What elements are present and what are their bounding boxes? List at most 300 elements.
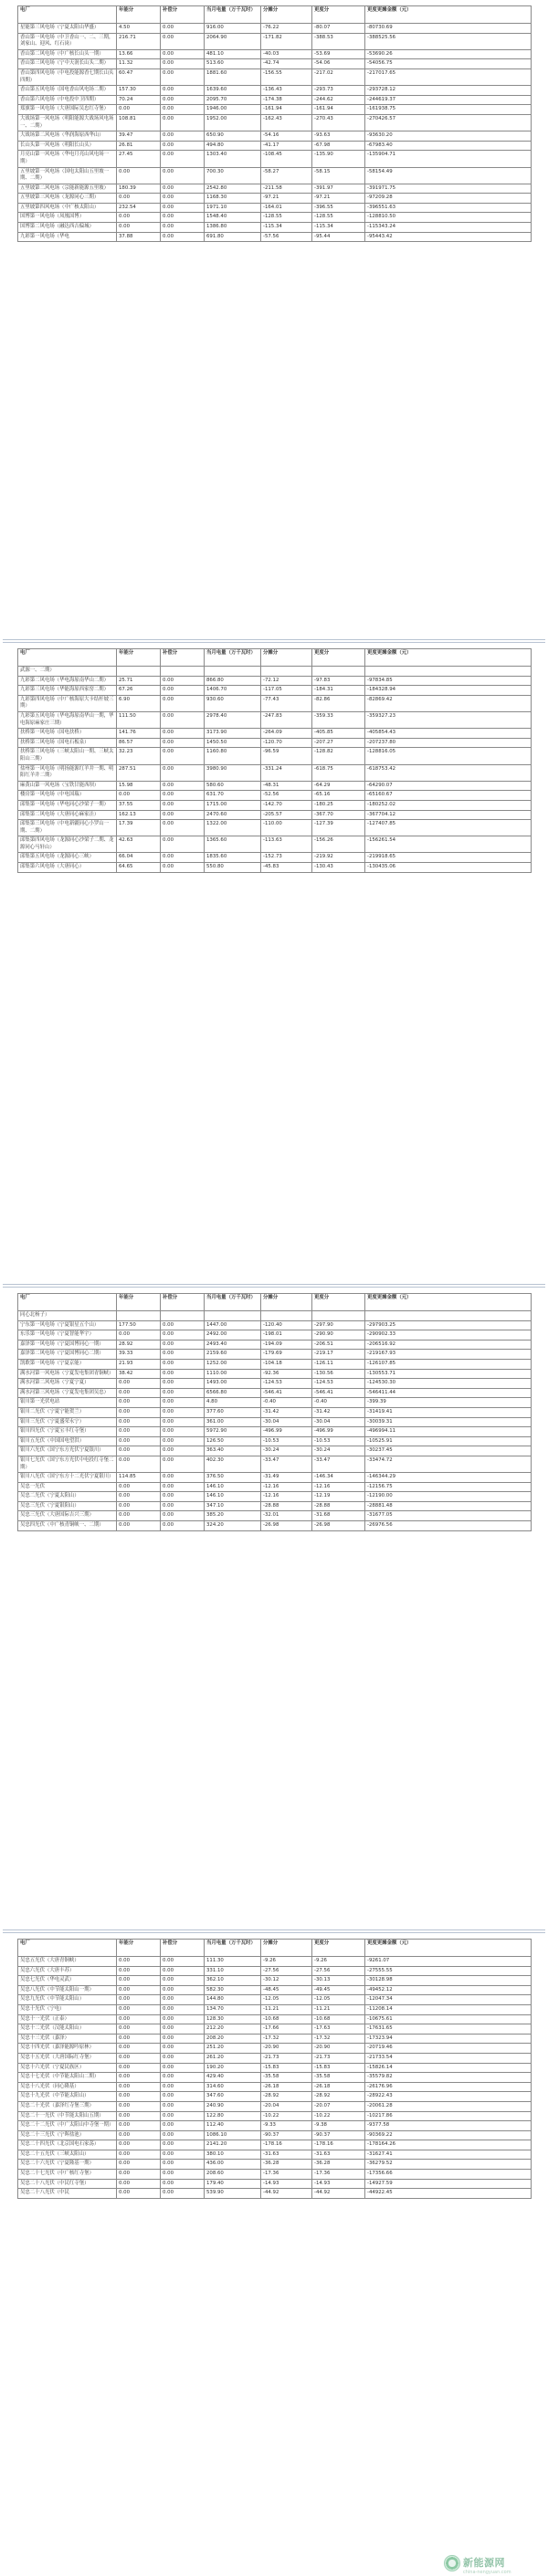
plant-name-cell: 五里坡第四风电场（中广核太阳山） bbox=[18, 203, 117, 213]
value-cell: 0.00 bbox=[161, 820, 205, 836]
plant-name-cell: 长山头第一风电场（明阳长山头） bbox=[18, 141, 117, 151]
value-cell: 1365.60 bbox=[205, 836, 261, 853]
value-cell: 27.45 bbox=[117, 151, 161, 167]
value-cell: 0.00 bbox=[117, 2101, 161, 2111]
value-cell: -26.98 bbox=[261, 1521, 312, 1531]
value-cell: 141.76 bbox=[117, 729, 161, 739]
value-cell: 39.33 bbox=[117, 1350, 161, 1360]
document-page-1 bbox=[3, 0, 545, 640]
value-cell: -17.36 bbox=[312, 2170, 365, 2180]
value-cell: 0.00 bbox=[161, 2170, 205, 2180]
table-row bbox=[18, 748, 532, 764]
plant-name-cell: 扶桥第一风电场（国电扶桥） bbox=[18, 729, 117, 739]
value-cell: 0.00 bbox=[117, 2160, 161, 2170]
value-cell: 0.00 bbox=[161, 1482, 205, 1492]
value-cell: 0.00 bbox=[161, 1436, 205, 1446]
value-cell: 494.80 bbox=[205, 141, 261, 151]
value-cell: 0.00 bbox=[161, 1456, 205, 1472]
value-cell: -206516.92 bbox=[365, 1340, 532, 1350]
value-cell: -28.88 bbox=[261, 1501, 312, 1511]
value-cell: 0.00 bbox=[161, 863, 205, 873]
table-header-row bbox=[18, 6, 532, 24]
value-cell: -367.70 bbox=[312, 810, 365, 820]
plant-name-cell: 吴忠二十二光伏（中广太阳山中寺堡一期） bbox=[18, 2121, 117, 2131]
value-cell: -264.09 bbox=[261, 729, 312, 739]
value-cell: -156.55 bbox=[261, 68, 312, 85]
value-cell: 1835.60 bbox=[205, 853, 261, 863]
value-cell: -20.04 bbox=[261, 2101, 312, 2111]
value-cell: -180252.02 bbox=[365, 800, 532, 810]
value-cell: -128816.05 bbox=[365, 748, 532, 764]
value-cell: -97.21 bbox=[261, 194, 312, 204]
value-cell: 0.00 bbox=[161, 1492, 205, 1502]
plant-name-cell: 吴忠八光伏（中节能太阳山一期） bbox=[18, 1985, 117, 1995]
value-cell bbox=[117, 667, 161, 677]
table-row bbox=[18, 1501, 532, 1511]
value-cell: -179.69 bbox=[261, 1350, 312, 1360]
value-cell bbox=[161, 1311, 205, 1321]
column-header: 补偿分 bbox=[161, 1294, 205, 1311]
plant-name-cell: 吴忠十一光伏（正泰） bbox=[18, 2014, 117, 2024]
value-cell: -124.53 bbox=[312, 1379, 365, 1389]
value-cell: 0.00 bbox=[161, 1379, 205, 1389]
value-cell: -31.42 bbox=[261, 1407, 312, 1417]
value-cell: -396551.63 bbox=[365, 203, 532, 213]
table-row bbox=[18, 2014, 532, 2024]
plant-name-cell: 扶桥第二风电场（国电石板泉） bbox=[18, 738, 117, 748]
value-cell: -35.58 bbox=[261, 2073, 312, 2083]
table-row bbox=[18, 1330, 532, 1341]
value-cell: 1447.00 bbox=[205, 1320, 261, 1330]
value-cell: -15.83 bbox=[312, 2063, 365, 2073]
value-cell: -205.57 bbox=[261, 810, 312, 820]
table-row bbox=[18, 1417, 532, 1427]
plant-name-cell: 香山第一风电场（中卫香山一、二、三期，刘家山、迎风、红石岗） bbox=[18, 33, 117, 49]
value-cell: -97.83 bbox=[312, 676, 365, 686]
value-cell: 0.00 bbox=[161, 748, 205, 764]
value-cell: -146.34 bbox=[312, 1473, 365, 1483]
value-cell: 1406.70 bbox=[205, 686, 261, 696]
value-cell: -97834.85 bbox=[365, 676, 532, 686]
column-header: 更度更摊金额（元） bbox=[365, 6, 532, 24]
value-cell: -219.92 bbox=[312, 853, 365, 863]
plant-name-cell: 银川四光伏（宁夏宝丰红寺堡） bbox=[18, 1427, 117, 1437]
table-body bbox=[18, 667, 532, 873]
value-cell: 2159.60 bbox=[205, 1350, 261, 1360]
value-cell: -49.45 bbox=[312, 1985, 365, 1995]
table-row bbox=[18, 213, 532, 223]
value-cell: 0.00 bbox=[117, 1995, 161, 2005]
plant-name-cell: 九彩第二风电场（华电海原南华山二期） bbox=[18, 676, 117, 686]
value-cell: 70.24 bbox=[117, 95, 161, 105]
value-cell: 60.47 bbox=[117, 68, 161, 85]
table-row bbox=[18, 232, 532, 242]
value-cell: -77.43 bbox=[261, 695, 312, 711]
value-cell: 108.81 bbox=[117, 114, 161, 131]
value-cell: -405.85 bbox=[312, 729, 365, 739]
value-cell: -156261.54 bbox=[365, 836, 532, 853]
value-cell: 1303.40 bbox=[205, 151, 261, 167]
value-cell: 0.00 bbox=[161, 1388, 205, 1398]
table-row bbox=[18, 676, 532, 686]
value-cell: 0.00 bbox=[117, 2044, 161, 2054]
value-cell: -35.58 bbox=[312, 2073, 365, 2083]
table-row bbox=[18, 2101, 532, 2111]
value-cell: 0.00 bbox=[117, 1446, 161, 1456]
plant-name-cell: 吴忠十五光伏（大唐国际红寺堡） bbox=[18, 2053, 117, 2063]
value-cell: 436.00 bbox=[205, 2160, 261, 2170]
value-cell: 0.00 bbox=[117, 2140, 161, 2150]
value-cell: 86.57 bbox=[117, 738, 161, 748]
value-cell: 232.54 bbox=[117, 203, 161, 213]
value-cell: 0.00 bbox=[161, 1427, 205, 1437]
table-row bbox=[18, 1350, 532, 1360]
table-row bbox=[18, 1473, 532, 1483]
document-page-3 bbox=[3, 1287, 545, 1930]
table-row bbox=[18, 729, 532, 739]
value-cell: 13.66 bbox=[117, 49, 161, 59]
plant-name-cell: 吴忠九光伏（中节能太阳山） bbox=[18, 1995, 117, 2005]
value-cell: -9.33 bbox=[261, 2121, 312, 2131]
value-cell: -44.92 bbox=[312, 2189, 365, 2199]
value-cell: -12.16 bbox=[261, 1482, 312, 1492]
plant-name-cell: 大战场第一风电场（明阳能源大战场风电场一、二期） bbox=[18, 114, 117, 131]
value-cell: 146.10 bbox=[205, 1482, 261, 1492]
value-cell: -184328.94 bbox=[365, 686, 532, 696]
value-cell: -26.98 bbox=[312, 1521, 365, 1531]
value-cell: 324.20 bbox=[205, 1521, 261, 1531]
value-cell: 377.60 bbox=[205, 1407, 261, 1417]
table-row bbox=[18, 33, 532, 49]
value-cell: 700.30 bbox=[205, 167, 261, 184]
value-cell: 380.10 bbox=[205, 2150, 261, 2160]
column-header: 更度更摊金额（元） bbox=[365, 1294, 532, 1311]
value-cell: 157.30 bbox=[117, 86, 161, 96]
plant-name-cell: 凯歌第一风电场（宁夏京能） bbox=[18, 1359, 117, 1369]
plant-name-cell: 大战场第二风电场（华润海原西华山） bbox=[18, 131, 117, 142]
value-cell: -48.31 bbox=[261, 781, 312, 791]
site-watermark bbox=[444, 2553, 544, 2573]
value-cell: -9.38 bbox=[312, 2121, 365, 2131]
value-cell: 0.00 bbox=[161, 1417, 205, 1427]
value-cell: 0.00 bbox=[161, 738, 205, 748]
value-cell: -58154.49 bbox=[365, 167, 532, 184]
value-cell: -11.21 bbox=[261, 2004, 312, 2014]
table-row bbox=[18, 2024, 532, 2035]
value-cell: 0.00 bbox=[117, 2111, 161, 2121]
value-cell: 314.60 bbox=[205, 2082, 261, 2092]
value-cell: -156.26 bbox=[312, 836, 365, 853]
table-row bbox=[18, 1521, 532, 1531]
column-header: 电厂 bbox=[18, 649, 117, 667]
value-cell: -136.43 bbox=[261, 86, 312, 96]
value-cell: -113.63 bbox=[261, 836, 312, 853]
value-cell: -57.56 bbox=[261, 232, 312, 242]
value-cell: -80.07 bbox=[312, 24, 365, 34]
table-row bbox=[18, 2160, 532, 2170]
value-cell: -618753.42 bbox=[365, 764, 532, 781]
table-row bbox=[18, 791, 532, 801]
table-row bbox=[18, 810, 532, 820]
value-cell: -27.56 bbox=[261, 1966, 312, 1976]
table-row bbox=[18, 695, 532, 711]
value-cell: 17.39 bbox=[117, 820, 161, 836]
column-header: 电厂 bbox=[18, 1940, 117, 1957]
table-header-row bbox=[18, 1294, 532, 1311]
value-cell: -618.75 bbox=[312, 764, 365, 781]
value-cell: -90.37 bbox=[312, 2130, 365, 2140]
value-cell: -90369.22 bbox=[365, 2130, 532, 2140]
value-cell: 0.00 bbox=[161, 2024, 205, 2035]
plant-name-cell: 香山第五风电场（国电香山风电场二期） bbox=[18, 86, 117, 96]
table-row bbox=[18, 2140, 532, 2150]
plant-name-cell: 银川二光伏（宁夏宁能贺兰） bbox=[18, 1407, 117, 1417]
value-cell: -30.13 bbox=[312, 1976, 365, 1986]
plant-name-cell: 邱集第四风电场（龙源同心沙梁子二期、龙源同心马轩山） bbox=[18, 836, 117, 853]
value-cell: -217017.65 bbox=[365, 68, 532, 85]
value-cell: -30039.31 bbox=[365, 1417, 532, 1427]
value-cell: -12156.75 bbox=[365, 1482, 532, 1492]
value-cell: 0.00 bbox=[161, 2053, 205, 2063]
value-cell: -45.83 bbox=[261, 863, 312, 873]
value-cell: -219167.93 bbox=[365, 1350, 532, 1360]
plant-name-cell: 香山第二风电场（中广核长山头一期） bbox=[18, 49, 117, 59]
value-cell: 0.00 bbox=[117, 2092, 161, 2102]
value-cell: -65160.67 bbox=[365, 791, 532, 801]
value-cell: -180.25 bbox=[312, 800, 365, 810]
value-cell: 25.71 bbox=[117, 676, 161, 686]
value-cell: -36279.52 bbox=[365, 2160, 532, 2170]
plant-name-cell: 东乐第一风电场（宁夏智能华宇） bbox=[18, 1330, 117, 1341]
plant-name-cell: 五里坡第一风电场（国电太阳山五里坡一期、二期） bbox=[18, 167, 117, 184]
value-cell: 0.00 bbox=[117, 1501, 161, 1511]
table-row bbox=[18, 86, 532, 96]
value-cell: -26176.96 bbox=[365, 2082, 532, 2092]
value-cell: 0.00 bbox=[117, 1456, 161, 1472]
value-cell: -297.90 bbox=[312, 1320, 365, 1330]
value-cell: 208.20 bbox=[205, 2034, 261, 2044]
value-cell: 122.80 bbox=[205, 2111, 261, 2121]
table-row bbox=[18, 711, 532, 728]
value-cell: 0.00 bbox=[161, 2092, 205, 2102]
value-cell: 0.00 bbox=[117, 2189, 161, 2199]
value-cell: -49452.12 bbox=[365, 1985, 532, 1995]
value-cell: -30.24 bbox=[261, 1446, 312, 1456]
value-cell: -126107.85 bbox=[365, 1359, 532, 1369]
value-cell: 0.00 bbox=[117, 167, 161, 184]
value-cell: -174.38 bbox=[261, 95, 312, 105]
value-cell: -546.41 bbox=[312, 1388, 365, 1398]
column-header: 补偿分 bbox=[161, 649, 205, 667]
value-cell: -127407.85 bbox=[365, 820, 532, 836]
value-cell: -164.01 bbox=[261, 203, 312, 213]
plant-name-cell: 银川七光伏（国宁东方光伏中电投红寺堡二期） bbox=[18, 1456, 117, 1472]
value-cell: -82869.42 bbox=[365, 695, 532, 711]
value-cell: 1386.80 bbox=[205, 223, 261, 233]
value-cell: -135.90 bbox=[312, 151, 365, 167]
value-cell: 0.00 bbox=[161, 676, 205, 686]
plant-name-cell: 银川六光伏（国宁东方光伏宁夏银川） bbox=[18, 1446, 117, 1456]
value-cell: 0.00 bbox=[161, 711, 205, 728]
value-cell: 126.50 bbox=[205, 1436, 261, 1446]
value-cell: 0.00 bbox=[117, 1492, 161, 1502]
plant-name-cell: 吴忠二光伏（宁夏太阳山） bbox=[18, 1492, 117, 1502]
value-cell: -405854.43 bbox=[365, 729, 532, 739]
value-cell: 15.98 bbox=[117, 781, 161, 791]
value-cell: -27555.55 bbox=[365, 1966, 532, 1976]
value-cell: -359327.23 bbox=[365, 711, 532, 728]
plant-name-cell: 银川三光伏（宁夏盛荣永宁） bbox=[18, 1417, 117, 1427]
value-cell: -53.69 bbox=[312, 49, 365, 59]
value-cell: -31.42 bbox=[312, 1407, 365, 1417]
value-cell: -20061.28 bbox=[365, 2101, 532, 2111]
value-cell: -219.17 bbox=[312, 1350, 365, 1360]
value-cell bbox=[205, 1311, 261, 1321]
column-header: 年能分 bbox=[117, 1940, 161, 1957]
value-cell: 67.26 bbox=[117, 686, 161, 696]
value-cell: 0.00 bbox=[161, 1473, 205, 1483]
value-cell: -9.26 bbox=[261, 1957, 312, 1967]
value-cell: -396.55 bbox=[312, 203, 365, 213]
value-cell: -270426.57 bbox=[365, 114, 532, 131]
table-body bbox=[18, 1957, 532, 2199]
table-body bbox=[18, 1311, 532, 1531]
value-cell: -367704.12 bbox=[365, 810, 532, 820]
table-row bbox=[18, 2034, 532, 2044]
value-cell: 177.50 bbox=[117, 1320, 161, 1330]
table-row bbox=[18, 1320, 532, 1330]
plant-name-cell: 月亮山第一风电场（华电月亮山风电场一期） bbox=[18, 151, 117, 167]
value-cell: 0.00 bbox=[161, 1407, 205, 1417]
table-row bbox=[18, 141, 532, 151]
value-cell: -20.90 bbox=[312, 2044, 365, 2054]
value-cell: -110.00 bbox=[261, 820, 312, 836]
plant-name-cell: 吴忠十九光伏（中节能太阳山） bbox=[18, 2092, 117, 2102]
value-cell: 0.00 bbox=[161, 1995, 205, 2005]
value-cell: 0.00 bbox=[161, 2101, 205, 2111]
value-cell: 0.00 bbox=[161, 2140, 205, 2150]
plant-name-cell: 宁东第一风电场（宁夏银星五个山） bbox=[18, 1320, 117, 1330]
column-header: 年能分 bbox=[117, 1294, 161, 1311]
value-cell: -293.73 bbox=[312, 86, 365, 96]
plant-name-cell: 盐州第一风电场（明扬能源红羊井一期、明阳红羊井二期） bbox=[18, 764, 117, 781]
plant-name-cell: 五里坡第二风电场（宗能新能源五里坡） bbox=[18, 184, 117, 194]
value-cell: 0.00 bbox=[117, 1398, 161, 1408]
value-cell: -247.83 bbox=[261, 711, 312, 728]
value-cell: -54.06 bbox=[312, 59, 365, 69]
value-cell: -178.16 bbox=[312, 2140, 365, 2150]
value-cell: -331.24 bbox=[261, 764, 312, 781]
value-cell: -399.39 bbox=[365, 1398, 532, 1408]
table-body bbox=[18, 24, 532, 242]
table-row bbox=[18, 800, 532, 810]
value-cell: -30.12 bbox=[261, 1976, 312, 1986]
value-cell: -14927.59 bbox=[365, 2179, 532, 2189]
value-cell: -391.97 bbox=[312, 184, 365, 194]
value-cell: 0.00 bbox=[161, 194, 205, 204]
value-cell bbox=[312, 667, 365, 677]
table-row bbox=[18, 1482, 532, 1492]
value-cell: -270.43 bbox=[312, 114, 365, 131]
value-cell: -178164.26 bbox=[365, 2140, 532, 2150]
plant-name-cell: 吴忠二十光伏（嘉泽红寺堡三期） bbox=[18, 2101, 117, 2111]
value-cell bbox=[261, 1311, 312, 1321]
plant-name-cell: 嘉泽第一风电场（宁夏国博同心一期） bbox=[18, 1340, 117, 1350]
table-row bbox=[18, 2004, 532, 2014]
plant-name-cell: 银川第一光伏电站 bbox=[18, 1398, 117, 1408]
table-row bbox=[18, 223, 532, 233]
value-cell: 1946.00 bbox=[205, 105, 261, 115]
value-cell: 0.00 bbox=[117, 2014, 161, 2024]
value-cell: 0.00 bbox=[117, 1957, 161, 1967]
value-cell: 0.00 bbox=[161, 141, 205, 151]
value-cell: -12190.00 bbox=[365, 1492, 532, 1502]
value-cell: 0.00 bbox=[161, 800, 205, 810]
table-row bbox=[18, 2092, 532, 2102]
value-cell: 0.00 bbox=[161, 1976, 205, 1986]
value-cell: 0.00 bbox=[161, 1340, 205, 1350]
table-header-row bbox=[18, 1940, 532, 1957]
value-cell: 6566.80 bbox=[205, 1388, 261, 1398]
settlement-table bbox=[17, 5, 532, 242]
value-cell: -28881.48 bbox=[365, 1501, 532, 1511]
value-cell: 162.13 bbox=[117, 810, 161, 820]
value-cell: 1168.30 bbox=[205, 194, 261, 204]
value-cell: 362.10 bbox=[205, 1976, 261, 1986]
value-cell: -10.53 bbox=[312, 1436, 365, 1446]
value-cell: -28.92 bbox=[312, 2092, 365, 2102]
value-cell: 2141.20 bbox=[205, 2140, 261, 2150]
value-cell: 0.00 bbox=[161, 1511, 205, 1521]
value-cell: 2492.00 bbox=[205, 1330, 261, 1341]
plant-name-cell: 银川五光伏（中国国电望洪） bbox=[18, 1436, 117, 1446]
value-cell: -21.73 bbox=[261, 2053, 312, 2063]
value-cell: 146.10 bbox=[205, 1492, 261, 1502]
value-cell: -11.21 bbox=[312, 2004, 365, 2014]
value-cell: -72.12 bbox=[261, 676, 312, 686]
plant-name-cell: 吴忠十八光伏（同心隆基） bbox=[18, 2082, 117, 2092]
value-cell: -65.16 bbox=[312, 791, 365, 801]
value-cell: -194.09 bbox=[261, 1340, 312, 1350]
value-cell: 0.00 bbox=[161, 114, 205, 131]
value-cell: 385.20 bbox=[205, 1511, 261, 1521]
plant-name-cell: 九彩第一风电场（华电 bbox=[18, 232, 117, 242]
plant-name-cell: 九彩第四风电场（中广核海原大卡结杆坡三期） bbox=[18, 695, 117, 711]
value-cell: 0.00 bbox=[117, 2130, 161, 2140]
column-header: 分摊分 bbox=[261, 649, 312, 667]
value-cell: 631.70 bbox=[205, 791, 261, 801]
plant-name-cell: 吴忠二十七光伏（中广核红寺堡） bbox=[18, 2170, 117, 2180]
value-cell: -244619.37 bbox=[365, 95, 532, 105]
column-header: 当月电量（万千瓦时） bbox=[205, 1940, 261, 1957]
value-cell: 0.00 bbox=[117, 1379, 161, 1389]
value-cell: -93630.20 bbox=[365, 131, 532, 142]
value-cell: -21.73 bbox=[312, 2053, 365, 2063]
value-cell: 0.00 bbox=[117, 2034, 161, 2044]
value-cell: -108.45 bbox=[261, 151, 312, 167]
value-cell: -10.22 bbox=[261, 2111, 312, 2121]
value-cell: -142.70 bbox=[261, 800, 312, 810]
value-cell: 0.00 bbox=[117, 1521, 161, 1531]
value-cell: 11.32 bbox=[117, 59, 161, 69]
value-cell: 0.00 bbox=[161, 2082, 205, 2092]
plant-name-cell: 吴忠三光伏（大唐国际吉兴三期） bbox=[18, 1511, 117, 1521]
leaf-logo-icon bbox=[444, 2555, 460, 2571]
value-cell: -92.36 bbox=[261, 1369, 312, 1379]
value-cell: 650.90 bbox=[205, 131, 261, 142]
plant-name-cell: 吴忠一光伏 bbox=[18, 1482, 117, 1492]
value-cell bbox=[365, 667, 532, 677]
